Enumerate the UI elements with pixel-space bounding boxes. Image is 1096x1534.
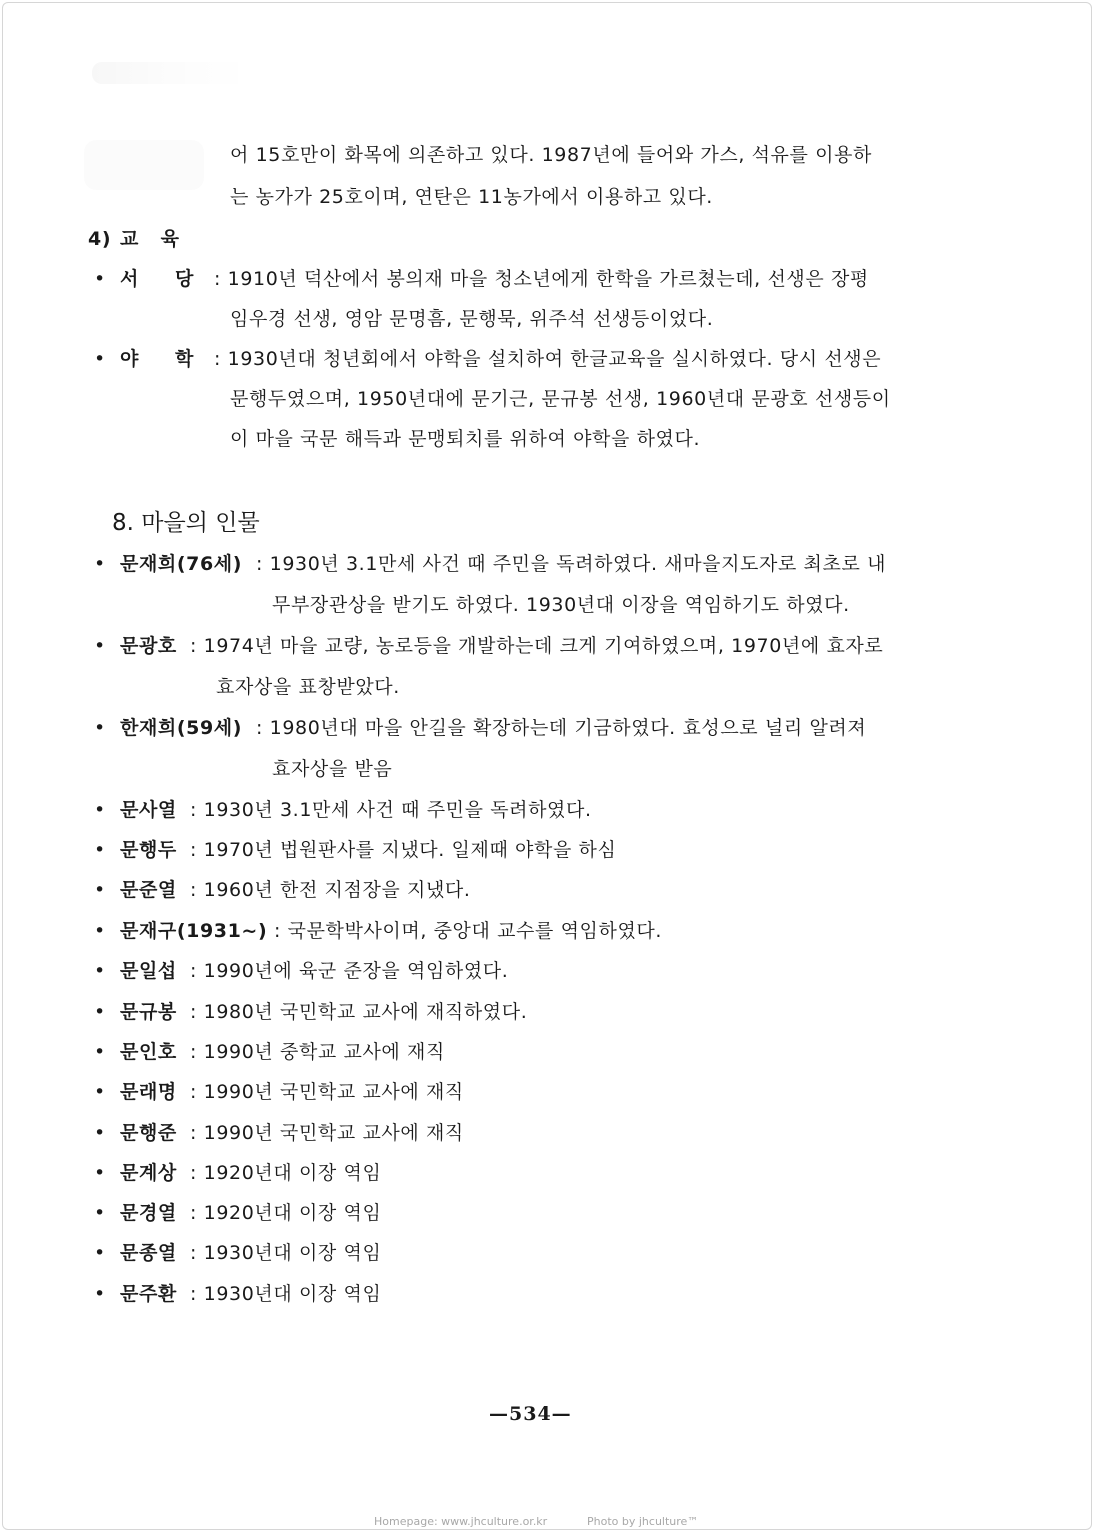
bullet-icon: • bbox=[94, 799, 106, 821]
person-name: 한재희(59세) bbox=[120, 717, 243, 739]
page-number: —534— bbox=[489, 1403, 572, 1425]
person-name: 문일섭 bbox=[120, 960, 177, 982]
person-name: 문주환 bbox=[120, 1283, 177, 1305]
person-name: 문인호 bbox=[120, 1041, 177, 1063]
education-heading-number: 4) bbox=[88, 228, 112, 250]
person-name: 문경열 bbox=[120, 1202, 177, 1224]
person-description: : 1990년 중학교 교사에 재직 bbox=[190, 1041, 445, 1063]
education-heading: 교 육 bbox=[120, 228, 180, 250]
footer-photo-credit: Photo by jhculture™ bbox=[587, 1515, 699, 1528]
person-description: : 1930년대 이장 역임 bbox=[190, 1283, 382, 1305]
person-description-cont: 효자상을 표창받았다. bbox=[216, 676, 400, 698]
seodang-line-1: : 1910년 덕산에서 봉의재 마을 청소년에게 한학을 가르쳤는데, 선생은 장평 bbox=[214, 268, 869, 290]
person-description-cont: 무부장관상을 받기도 하였다. 1930년대 이장을 역임하기도 하였다. bbox=[272, 594, 850, 616]
person-description: : 1974년 마을 교량, 농로등을 개발하는데 크게 기여하였으며, 1970년에 효자로 bbox=[190, 635, 884, 657]
person-description: : 1920년대 이장 역임 bbox=[190, 1162, 382, 1184]
bullet-icon: • bbox=[94, 717, 106, 739]
bullet-icon: • bbox=[94, 1081, 106, 1103]
person-description: : 1960년 한전 지점장을 지냈다. bbox=[190, 879, 471, 901]
person-name: 문종열 bbox=[120, 1242, 177, 1264]
person-name: 문광호 bbox=[120, 635, 177, 657]
person-description: : 1990년 국민학교 교사에 재직 bbox=[190, 1122, 464, 1144]
person-name: 문행두 bbox=[120, 839, 177, 861]
seodang-line-2: 임우경 선생, 영암 문명흠, 문행묵, 위주석 선생등이었다. bbox=[230, 308, 714, 330]
person-description: : 1930년대 이장 역임 bbox=[190, 1242, 382, 1264]
person-description: : 1990년 국민학교 교사에 재직 bbox=[190, 1081, 464, 1103]
seodang-label: 서 당 bbox=[120, 268, 194, 290]
person-name: 문사열 bbox=[120, 799, 177, 821]
bullet-icon: • bbox=[94, 1001, 106, 1023]
person-name: 문규봉 bbox=[120, 1001, 177, 1023]
person-name: 문래명 bbox=[120, 1081, 177, 1103]
bullet-icon: • bbox=[94, 1162, 106, 1184]
bullet-icon: • bbox=[94, 553, 106, 575]
person-description: : 1980년 국민학교 교사에 재직하였다. bbox=[190, 1001, 528, 1023]
person-description: : 1980년대 마을 안길을 확장하는데 기금하였다. 효성으로 널리 알려져 bbox=[256, 717, 867, 739]
scan-smudge bbox=[92, 62, 252, 84]
yahak-line-2: 문행두였으며, 1950년대에 문기근, 문규봉 선생, 1960년대 문광호 선생등이 bbox=[230, 388, 891, 410]
person-description: : 국문학박사이며, 중앙대 교수를 역임하였다. bbox=[274, 920, 663, 942]
bullet-icon: • bbox=[94, 1242, 106, 1264]
person-description: : 1930년 3.1만세 사건 때 주민을 독려하였다. 새마을지도자로 최초로 내 bbox=[256, 553, 887, 575]
footer-homepage: Homepage: www.jhculture.or.kr bbox=[374, 1515, 548, 1528]
yahak-line-1: : 1930년대 청년회에서 야학을 설치하여 한글교육을 실시하였다. 당시 선생은 bbox=[214, 348, 882, 370]
person-name: 문준열 bbox=[120, 879, 177, 901]
bullet-icon: • bbox=[94, 1202, 106, 1224]
bullet-icon: • bbox=[94, 960, 106, 982]
bullet-icon: • bbox=[94, 879, 106, 901]
bullet-icon: • bbox=[94, 268, 106, 290]
people-heading: 8. 마을의 인물 bbox=[112, 510, 260, 536]
yahak-label: 야 학 bbox=[120, 348, 194, 370]
person-name: 문행준 bbox=[120, 1122, 177, 1144]
bullet-icon: • bbox=[94, 1041, 106, 1063]
person-description: : 1990년에 육군 준장을 역임하였다. bbox=[190, 960, 509, 982]
person-description: : 1930년 3.1만세 사건 때 주민을 독려하였다. bbox=[190, 799, 592, 821]
person-name: 문재희(76세) bbox=[120, 553, 243, 575]
intro-line-1: 어 15호만이 화목에 의존하고 있다. 1987년에 들어와 가스, 석유를 이용하 bbox=[230, 144, 872, 166]
bullet-icon: • bbox=[94, 1283, 106, 1305]
yahak-line-3: 이 마을 국문 해득과 문맹퇴치를 위하여 야학을 하였다. bbox=[230, 428, 701, 450]
bullet-icon: • bbox=[94, 635, 106, 657]
person-name: 문재구(1931~) bbox=[120, 920, 268, 942]
bullet-icon: • bbox=[94, 1122, 106, 1144]
bullet-icon: • bbox=[94, 920, 106, 942]
bullet-icon: • bbox=[94, 839, 106, 861]
person-description-cont: 효자상을 받음 bbox=[272, 758, 393, 780]
person-description: : 1970년 법원판사를 지냈다. 일제때 야학을 하심 bbox=[190, 839, 617, 861]
intro-line-2: 는 농가가 25호이며, 연탄은 11농가에서 이용하고 있다. bbox=[230, 186, 713, 208]
person-description: : 1920년대 이장 역임 bbox=[190, 1202, 382, 1224]
bullet-icon: • bbox=[94, 348, 106, 370]
person-name: 문계상 bbox=[120, 1162, 177, 1184]
scan-smudge bbox=[84, 140, 204, 190]
